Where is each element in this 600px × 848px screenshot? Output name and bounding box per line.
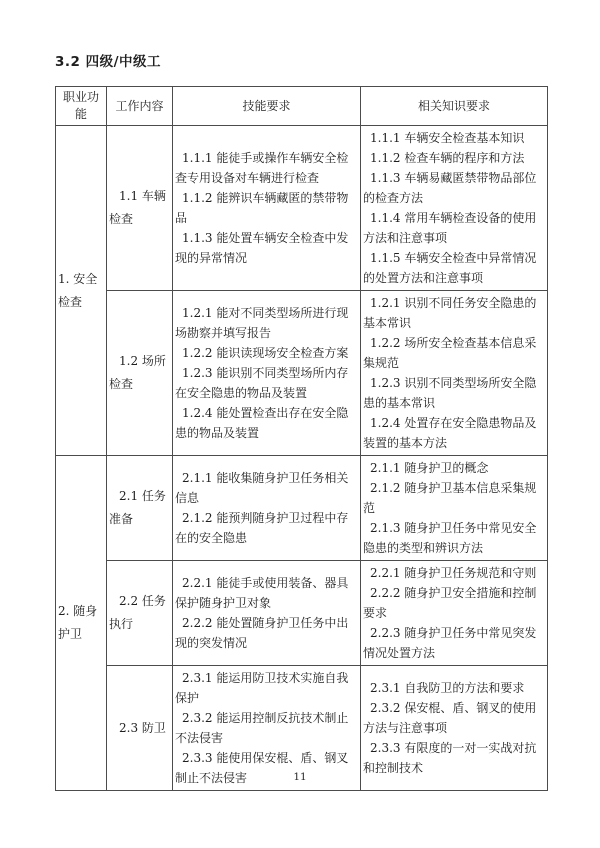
skill-requirements-cell: [173, 126, 361, 291]
knowledge-item: 1.1.2 检查车辆的程序和方法: [370, 151, 525, 165]
work-content-label: 1.1 车辆检查: [109, 189, 166, 226]
function-cell: [56, 456, 107, 791]
skill-item: 2.3.1 能运用防卫技术实施自我保护: [175, 671, 349, 705]
header-work-content: 工作内容: [107, 87, 173, 126]
knowledge-item: 1.2.4 处置存在安全隐患物品及装置的基本方法: [363, 416, 537, 450]
work-content-cell: [107, 291, 173, 456]
skill-requirements-cell: [173, 291, 361, 456]
table-row: [56, 561, 548, 666]
knowledge-item: 2.3.2 保安棍、盾、钢叉的使用方法与注意事项: [363, 701, 537, 735]
skill-item: 2.2.2 能处置随身护卫任务中出现的突发情况: [175, 616, 349, 650]
knowledge-item: 2.3.1 自我防卫的方法和要求: [370, 681, 525, 695]
knowledge-item: 2.1.3 随身护卫任务中常见安全隐患的类型和辨识方法: [363, 521, 537, 555]
knowledge-item: 1.2.2 场所安全检查基本信息采集规范: [363, 336, 537, 370]
skill-standard-table: [55, 86, 548, 791]
knowledge-item: 2.2.3 随身护卫任务中常见突发情况处置方法: [363, 626, 537, 660]
header-skill-requirements: 技能要求: [173, 87, 361, 126]
skill-item: 1.2.4 能处置检查出存在安全隐患的物品及装置: [175, 406, 349, 440]
knowledge-requirements-cell: [361, 561, 548, 666]
work-content-label: 2.2 任务执行: [109, 594, 166, 631]
function-label: 1. 安全检查: [58, 271, 98, 309]
knowledge-item: 1.1.5 车辆安全检查中异常情况的处置方法和注意事项: [363, 251, 537, 285]
function-label: 2. 随身护卫: [58, 604, 98, 641]
knowledge-item: 2.3.3 有限度的一对一实战对抗和控制技术: [363, 741, 537, 775]
skill-item: 2.2.1 能徒手或使用装备、器具保护随身护卫对象: [175, 576, 349, 610]
work-content-cell: [107, 126, 173, 291]
work-content-label: 2.3 防卫: [119, 720, 166, 735]
page-number: 11: [293, 771, 307, 783]
skill-item: 1.2.3 能识别不同类型场所内存在安全隐患的物品及装置: [175, 366, 349, 400]
skill-requirements-cell: [173, 561, 361, 666]
table-row: [56, 456, 548, 561]
knowledge-item: 2.2.2 随身护卫安全措施和控制要求: [363, 586, 537, 620]
section-title: 3.2 四级/中级工: [55, 54, 162, 70]
knowledge-requirements-cell: [361, 126, 548, 291]
skill-item: 2.1.2 能预判随身护卫过程中存在的安全隐患: [175, 511, 349, 545]
knowledge-item: 1.1.1 车辆安全检查基本知识: [370, 131, 525, 145]
knowledge-item: 2.2.1 随身护卫任务规范和守则: [370, 566, 537, 580]
skill-item: 1.1.3 能处置车辆安全检查中发现的异常情况: [175, 231, 349, 265]
work-content-cell: [107, 561, 173, 666]
skill-item: 1.1.2 能辨识车辆藏匿的禁带物品: [175, 191, 349, 225]
skill-item: 2.1.1 能收集随身护卫任务相关信息: [175, 471, 349, 505]
knowledge-item: 1.1.3 车辆易藏匿禁带物品部位的检查方法: [363, 171, 537, 205]
table-header: [56, 87, 548, 126]
knowledge-item: 1.2.1 识别不同任务安全隐患的基本常识: [363, 296, 537, 330]
knowledge-item: 2.1.2 随身护卫基本信息采集规范: [363, 481, 537, 515]
knowledge-requirements-cell: [361, 456, 548, 561]
skill-item: 1.1.1 能徒手或操作车辆安全检查专用设备对车辆进行检查: [175, 151, 349, 185]
skill-item: 1.2.1 能对不同类型场所进行现场勘察并填写报告: [175, 306, 349, 340]
work-content-label: 1.2 场所检查: [109, 354, 166, 391]
table-header-row: [56, 87, 548, 126]
work-content-label: 2.1 任务准备: [109, 489, 166, 526]
skill-item: 1.2.2 能识读现场安全检查方案: [182, 346, 349, 360]
header-occupational-function: 职业功能: [56, 87, 107, 126]
table-row: [56, 126, 548, 291]
skill-requirements-cell: [173, 456, 361, 561]
header-knowledge-requirements: 相关知识要求: [361, 87, 548, 126]
knowledge-item: 1.2.3 识别不同类型场所安全隐患的基本常识: [363, 376, 537, 410]
knowledge-item: 2.1.1 随身护卫的概念: [370, 461, 489, 475]
work-content-cell: [107, 456, 173, 561]
table-body: [56, 126, 548, 791]
function-cell: [56, 126, 107, 456]
knowledge-item: 1.1.4 常用车辆检查设备的使用方法和注意事项: [363, 211, 537, 245]
skill-item: 2.3.2 能运用控制反抗技术制止不法侵害: [175, 711, 349, 745]
knowledge-requirements-cell: [361, 291, 548, 456]
skill-item: 2.3.3 能使用保安棍、盾、钢叉制止不法侵害: [175, 751, 349, 785]
table-row: [56, 291, 548, 456]
